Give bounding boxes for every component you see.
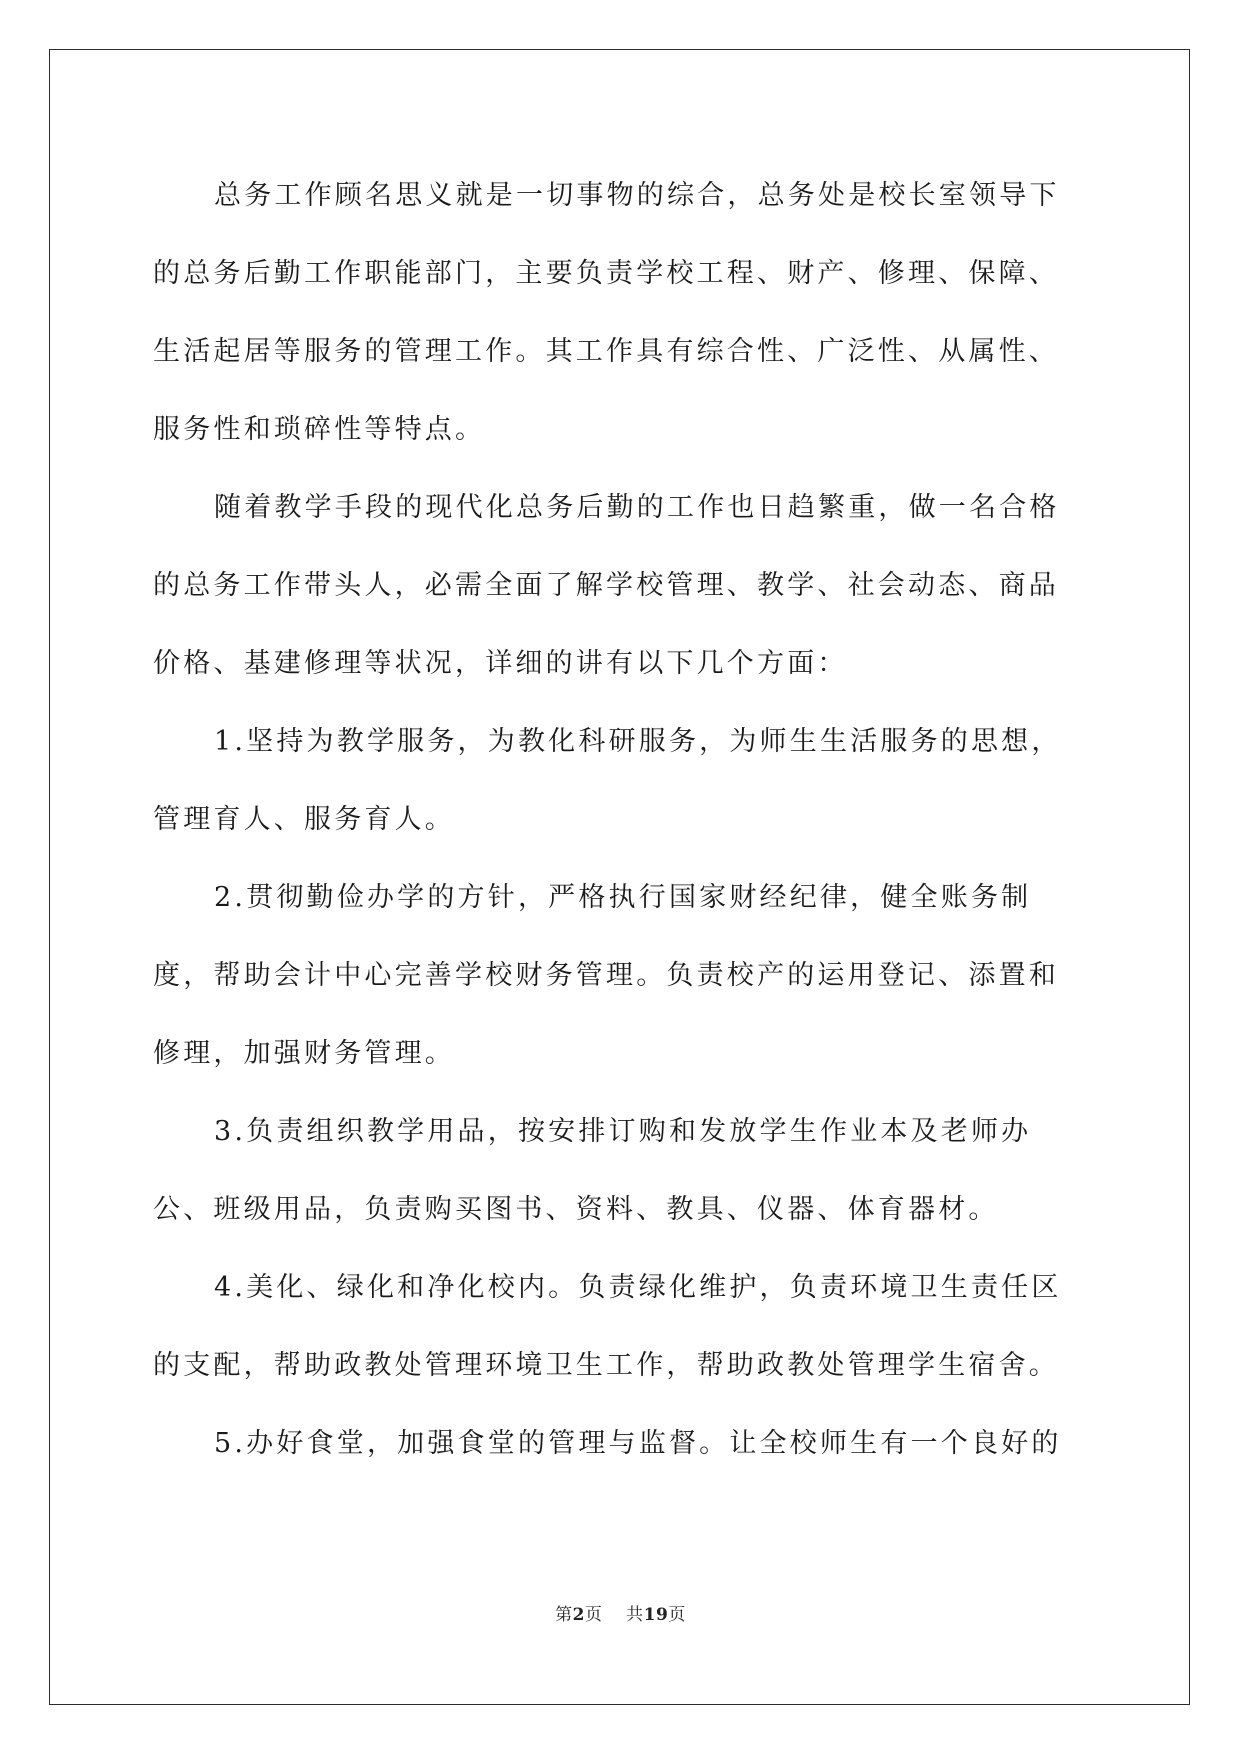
total-suffix: 页	[668, 1605, 686, 1625]
paragraph-5: 3.负责组织教学用品，按安排订购和发放学生作业本及老师办公、班级用品，负责购买图书、资料、教具、仪器、体育器材。	[153, 1116, 1032, 1225]
paragraph-1: 总务工作顾名思义就是一切事物的综合，总务处是校长室领导下的总务后勤工作职能部门，主要负责学校工程、财产、修理、保障、生活起居等服务的管理工作。其工作具有综合性、广泛性、从属性、服务性和琐碎性等特点。	[153, 180, 1060, 445]
paragraph-7: 5.办好食堂，加强食堂的管理与监督。让全校师生有一个良好的	[214, 1428, 1062, 1459]
paragraph-2: 随着教学手段的现代化总务后勤的工作也日趋繁重，做一名合格的总务工作带头人，必需全面了解学校管理、教学、社会动态、商品价格、基建修理等状况，详细的讲有以下几个方面：	[153, 492, 1060, 679]
total-page-count: 19	[643, 1605, 669, 1625]
document-body	[153, 160, 1088, 1483]
page-suffix: 页	[585, 1605, 603, 1625]
total-prefix: 共	[626, 1605, 644, 1625]
current-page-number: 2	[572, 1605, 586, 1625]
paragraph-4: 2.贯彻勤俭办学的方针，严格执行国家财经纪律，健全账务制度，帮助会计中心完善学校财务管理。负责校产的运用登记、添置和修理，加强财务管理。	[153, 882, 1059, 1069]
page-prefix: 第	[555, 1605, 573, 1625]
paragraph-6: 4.美化、绿化和净化校内。负责绿化维护，负责环境卫生责任区的支配，帮助政教处管理环境卫生工作，帮助政教处管理学生宿舍。	[153, 1272, 1062, 1381]
paragraph-3: 1.坚持为教学服务，为教化科研服务，为师生生活服务的思想，管理育人、服务育人。	[153, 726, 1062, 835]
page-number-footer	[0, 1600, 1241, 1625]
